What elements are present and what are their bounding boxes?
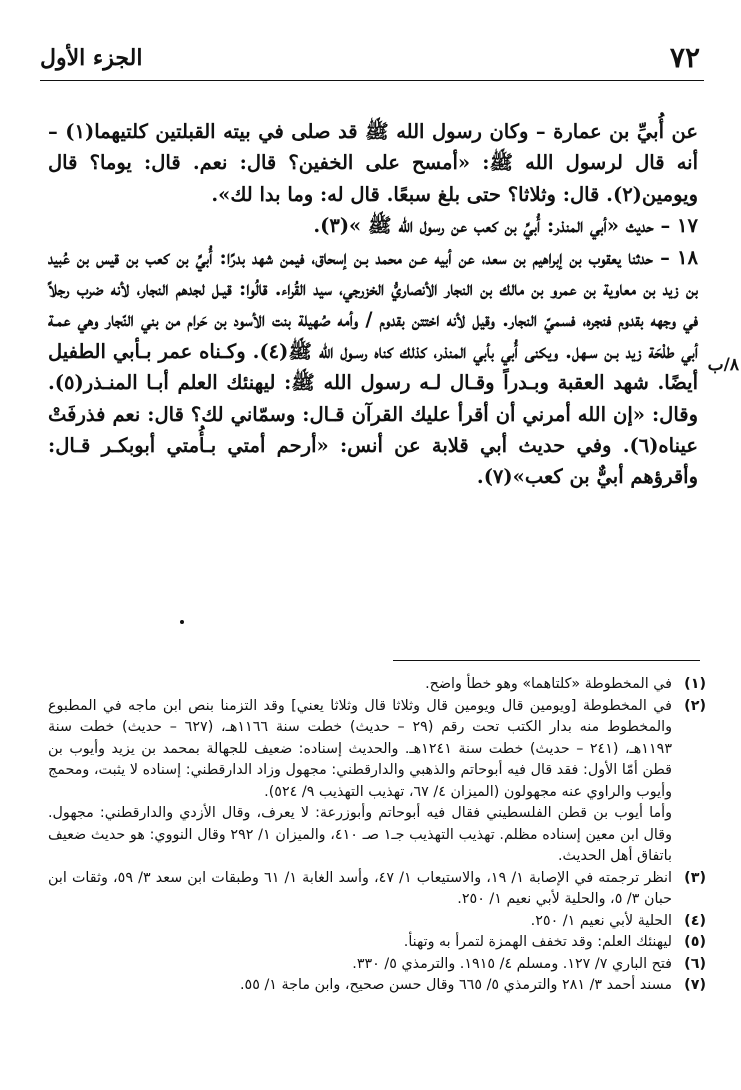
manuscript-folio-note: ٨/ب <box>707 355 739 375</box>
ink-dot <box>180 620 184 624</box>
footnote-number: (٢) <box>684 697 706 714</box>
footnote-2 <box>48 696 706 868</box>
footnote-4 <box>48 911 706 933</box>
footnote-text: ليهنئك العلم: وقد تخفف الهمزة لتمرأ به وتهنأ. <box>403 934 672 950</box>
footnote-number: (٥) <box>684 934 706 950</box>
footnote-1 <box>48 674 706 696</box>
main-text <box>48 116 698 493</box>
footnote-text: وأما أيوب بن قطن الفلسطيني فقال فيه أبوحاتم وأبوزرعة: لا يعرف، وقال الأزدي والدارقطني: مجهول. وقال ابن معين إسناده مظلم. تهذيب التهذيب جـ١ صـ ٤١٠، والميزان ١/ ٢٩٢ وقال النووي: هو حديث ضعيف باتفاق أهل الحديث. <box>48 805 672 864</box>
footnote-text: في المخطوطة «كلتاهما» وهو خطأ واضح. <box>425 676 672 692</box>
footnote-separator <box>393 660 700 661</box>
footnote-5 <box>48 932 706 954</box>
footnote-6 <box>48 954 706 976</box>
page-number: ٧٢ <box>669 41 700 74</box>
footnote-number: (٣) <box>684 869 706 886</box>
footnote-text: انظر ترجمته في الإصابة ١/ ١٩، والاستيعاب ١/ ٤٧، وأسد الغابة ١/ ٦١ وطبقات ابن سعد ٣/ ٥٩، وثقات ابن حبان ٣/ ٥، والحلية لأبي نعيم ١/ ٢٥٠. <box>48 869 672 907</box>
running-title: الجزء الأول <box>40 45 143 71</box>
page-header <box>40 38 700 78</box>
footnote-text: فتح الباري ٧/ ١٢٧. ومسلم ٤/ ١٩١٥. والترمذي ٥/ ٣٣٠. <box>352 955 672 972</box>
paragraph-hadith-intro: عن أُبيِّ بن عمارة – وكان رسول الله ﷺ قد صلى في بيته القبلتين كلتيهما(١) – أنه قال لرسول الله ﷺ: «أمسح على الخفين؟ قال: نعم. قال: يوما؟ قال ويومين(٢). قال: وثلاثا؟ حتى بلغ سبعًا. قال له: وما بدا لك». <box>48 120 699 206</box>
footnote-text: في المخطوطة [ويومين قال ويومين قال وثلاثا قال وثلاثا يعني] وقد التزمنا بنص ابن ماجه في المطبوع والمخطوط منه بدار الكتب تحت رقم (٢٩ – حديث) خطت سنة ١١٦٦هـ، (٦٢٧ – حديث) خطت سنة ١١٩٣هـ، (٢٤١ – حديث) خطت سنة ١٢٤١هـ. والحديث إسناده: ضعيف للجهالة بمحمد بن يزيد وأيوب بن قطن أمّا الأول: فقد قال فيه أبوحاتم والذهبي والدارقطني: مجهول وزاد الدارقطني: إسناده لا يثبت، ومحمج وأيوب والراوي عنه مجهولون (الميزان ٤/ ٦٧، تهذيب التهذيب ٩/ ٥٢٤). <box>48 697 673 800</box>
footnotes <box>48 674 706 997</box>
header-rule <box>40 80 704 81</box>
footnote-number: (٦) <box>684 955 706 972</box>
footnote-text: الحلية لأبي نعيم ١/ ٢٥٠. <box>530 912 672 929</box>
footnote-text: مسند أحمد ٣/ ٢٨١ والترمذي ٥/ ٦٦٥ وقال حسن صحيح، وابن ماجة ١/ ٥٥. <box>240 977 672 993</box>
footnote-number: (٤) <box>684 912 706 929</box>
paragraph-hadith-18: ١٨ – حدثنا يعقوب بن إبراهيم بن سعد، عن أبيه عـن محمد بـن إسحاق، فيمن شهد بدرًا: أُبيِّ بن كعب بن قيس بن عُبيد بن زيد بن معاوية بن عمرو بن مالك بن النجار الأنصاريُّ الخزرجي، سيد القُراء. قالُوا: قيـل لجدهم النجار، لأنه ضرب رجلاً في وجهه بقدوم فنجره، فسميّ النجار. وقيل لأنه اختتن بقدوم / وأمه صُهيلة بنت الأسود بن حَرام من بني النّجار وهي عمـة أبي طلْحَة زيد بـن سـهل. ويكنى أُبي بأبي المنذر، كذلك كناه رسـول الله ﷺ(٤). وكـناه عمر بـأبي الطفيل أيضًا. شهد العقبة وبـدراً وقـال لـه رسول الله ﷺ: ليهنئك العلم أبـا المنـذر(٥). وقال: «إن الله أمرني أن أقرأ عليك القرآن قـال: وسمّاني لك؟ قال: نعم فذرفَتْ عيناه(٦). وفي حديث أبي قلابة عن أنس: «أرحم أمتي بـأُمتي أبوبكـر قـال: وأقرؤهم أبيٌّ بن كعب»(٧). <box>48 245 698 489</box>
footnote-3 <box>48 868 706 911</box>
footnote-7 <box>48 975 706 997</box>
paragraph-hadith-17: ١٧ – حديث «أبي المنذر: أُبيِّ بن كعب عن رسول الله ﷺ »(٣). <box>313 214 698 238</box>
footnote-number: (٧) <box>684 977 706 993</box>
footnote-number: (١) <box>684 676 706 692</box>
